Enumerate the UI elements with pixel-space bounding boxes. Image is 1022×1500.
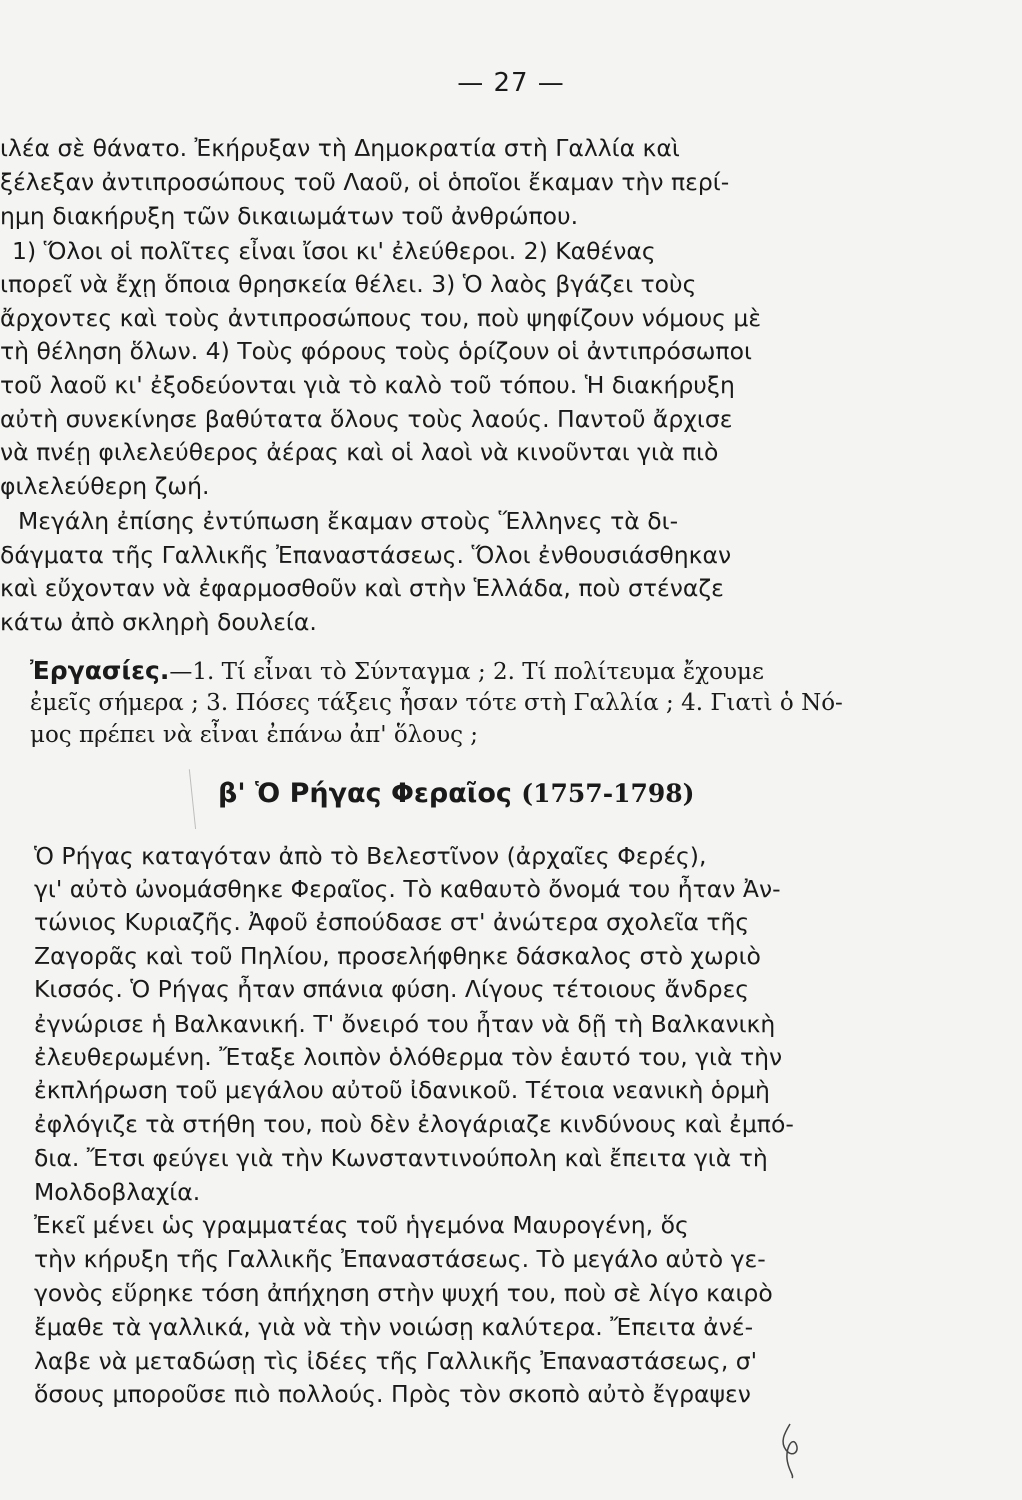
text-line: αὐτὴ συνεκίνησε βαθύτατα ὅλους τοὺς λαούς. Παντοῦ ἄρχισε (0, 405, 733, 433)
text-line: κάτω ἀπὸ σκληρὴ δουλεία. (0, 608, 317, 636)
text-line: ἐφλόγιζε τὰ στήθη του, ποὺ δὲν ἐλογάριαζε κινδύνους καὶ ἐμπό- (34, 1110, 794, 1138)
text-line: τὴν κήρυξη τῆς Γαλλικῆς Ἐπαναστάσεως. Τὸ μεγάλο αὐτὸ γε- (34, 1245, 766, 1273)
text-line: 1) Ὅλοι οἱ πολῖτες εἶναι ἴσοι κι' ἐλεύθεροι. 2) Καθένας (12, 237, 656, 265)
text-line: ἐλευθερωμένη. Ἔταξε λοιπὸν ὁλόθερμα τὸν ἑαυτό του, γιὰ τὴν (34, 1043, 783, 1071)
text-line: ξέλεξαν ἀντιπροσώπους τοῦ Λαοῦ, οἱ ὁποῖοι ἔκαμαν τὴν περί- (0, 168, 730, 196)
exercises-line-2: ἐμεῖς σήμερα ; 3. Πόσες τάξεις ἦσαν τότε στὴ Γαλλία ; 4. Γιατὶ ὁ Νό- (30, 690, 843, 716)
page-number: — 27 — (457, 68, 565, 98)
text-line: Μεγάλη ἐπίσης ἐντύπωση ἔκαμαν στοὺς Ἕλληνες τὰ δι- (18, 507, 679, 535)
exercises-heading: Ἐργασίες. (30, 656, 170, 685)
text-line: φιλελεύθερη ζωή. (0, 472, 210, 500)
text-line: ἄρχοντες καὶ τοὺς ἀντιπροσώπους του, ποὺ ψηφίζουν νόμους μὲ (0, 304, 762, 332)
text-line: Μολδοβλαχία. (34, 1178, 201, 1206)
text-line: τώνιος Κυριαζῆς. Ἀφοῦ ἐσπούδασε στ' ἀνώτερα σχολεῖα τῆς (34, 908, 750, 936)
section-years: (1757-1798) (521, 779, 695, 808)
ink-scribble-mark (770, 1420, 810, 1480)
text-line: Ὁ Ρήγας καταγόταν ἀπὸ τὸ Βελεστῖνον (ἀρχαῖες Φερές), (34, 842, 707, 870)
exercises-text: —1. Τί εἶναι τὸ Σύνταγμα ; 2. Τί πολίτευμα ἔχουμε (169, 659, 764, 685)
text-line: Κισσός. Ὁ Ρήγας ἦταν σπάνια φύση. Λίγους τέτοιους ἄνδρες (34, 975, 750, 1003)
margin-pencil-mark (173, 769, 196, 830)
text-line: ἐκπλήρωση τοῦ μεγάλου αὐτοῦ ἰδανικοῦ. Τέτοια νεανικὴ ὁρμὴ (34, 1076, 770, 1104)
text-line: Ζαγορᾶς καὶ τοῦ Πηλίου, προσελήφθηκε δάσκαλος στὸ χωριὸ (34, 942, 761, 970)
section-heading (218, 778, 695, 809)
text-line: γι' αὐτὸ ὠνομάσθηκε Φεραῖος. Τὸ καθαυτὸ ὄνομά του ἦταν Ἀν- (34, 875, 781, 903)
section-title: β' Ὁ Ρήγας Φεραῖος (218, 778, 512, 809)
text-line: ιπορεῖ νὰ ἔχῃ ὅποια θρησκεία θέλει. 3) Ὁ λαὸς βγάζει τοὺς (0, 270, 697, 298)
text-line: ἔμαθε τὰ γαλλικά, γιὰ νὰ τὴν νοιώσῃ καλύτερα. Ἔπειτα ἀνέ- (34, 1313, 754, 1341)
text-line: ἐγνώρισε ἡ Βαλκανική. Τ' ὄνειρό του ἦταν νὰ δῇ τὴ Βαλκανικὴ (34, 1010, 776, 1038)
text-line: ιλέα σὲ θάνατο. Ἐκήρυξαν τὴ Δημοκρατία στὴ Γαλλία καὶ (0, 134, 680, 162)
text-line: δάγματα τῆς Γαλλικῆς Ἐπαναστάσεως. Ὅλοι ἐνθουσιάσθηκαν (0, 541, 732, 569)
text-line: τὴ θέληση ὅλων. 4) Τοὺς φόρους τοὺς ὁρίζουν οἱ ἀντιπρόσωποι (0, 337, 752, 365)
text-line: τοῦ λαοῦ κι' ἐξοδεύονται γιὰ τὸ καλὸ τοῦ τόπου. Ἡ διακήρυξη (0, 371, 735, 399)
text-line: ημη διακήρυξη τῶν δικαιωμάτων τοῦ ἀνθρώπου. (0, 202, 579, 230)
text-line: γονὸς εὕρηκε τόση ἀπήχηση στὴν ψυχή του, ποὺ σὲ λίγο καιρὸ (34, 1279, 773, 1307)
exercises-line-1 (30, 655, 1022, 688)
text-line: Ἐκεῖ μένει ὡς γραμματέας τοῦ ἡγεμόνα Μαυρογένη, ὅς (34, 1211, 689, 1239)
text-line: ὅσους μποροῦσε πιὸ πολλούς. Πρὸς τὸν σκοπὸ αὐτὸ ἔγραψεν (34, 1380, 751, 1408)
exercises-line-3: μος πρέπει νὰ εἶναι ἐπάνω ἀπ' ὅλους ; (30, 722, 479, 748)
text-line: δια. Ἔτσι φεύγει γιὰ τὴν Κωνσταντινούπολη καὶ ἔπειτα γιὰ τὴ (34, 1144, 768, 1172)
text-line: νὰ πνέῃ φιλελεύθερος ἀέρας καὶ οἱ λαοὶ νὰ κινοῦνται γιὰ πιὸ (0, 438, 719, 466)
text-line: λαβε νὰ μεταδώσῃ τὶς ἰδέες τῆς Γαλλικῆς Ἐπαναστάσεως, σ' (34, 1347, 758, 1375)
text-line: καὶ εὔχονταν νὰ ἐφαρμοσθοῦν καὶ στὴν Ἑλλάδα, ποὺ στέναζε (0, 574, 724, 602)
